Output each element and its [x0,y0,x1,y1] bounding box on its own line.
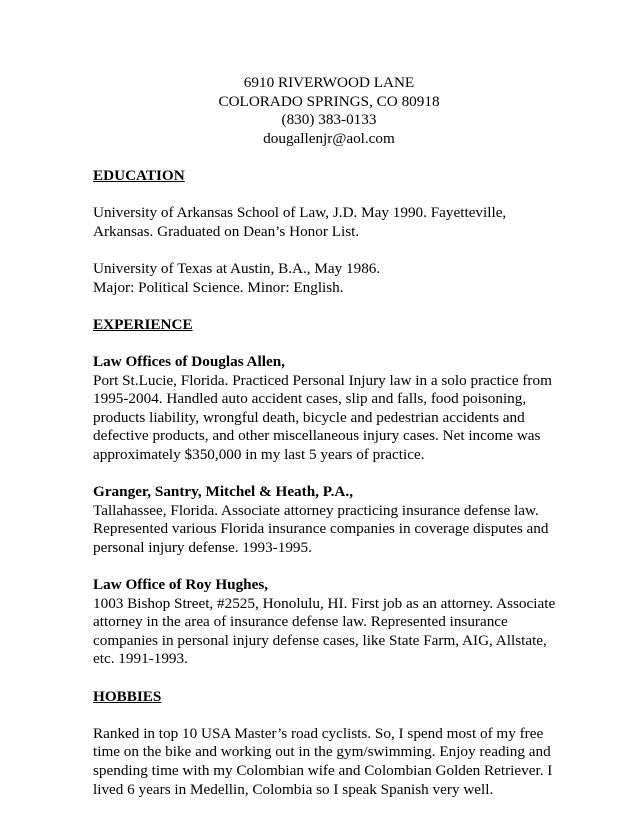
hobbies-paragraph [93,725,555,799]
experience-entry-roy-hughes [93,576,555,669]
experience-entry-line: companies in personal injury defense cases, like State Farm, AIG, Allstate, [93,631,547,649]
experience-entry-line: Port St.Lucie, Florida. Practiced Personal Injury law in a solo practice from [93,371,552,389]
experience-entry-line: approximately $350,000 in my last 5 years of practice. [93,445,425,463]
hobbies-line: Ranked in top 10 USA Master’s road cyclists. So, I spend most of my free [93,724,544,742]
phone-number: (830) 383-0133 [281,111,377,129]
education-entry-line: University of Arkansas School of Law, J.D. May 1990. Fayetteville, [93,204,507,222]
experience-entry-title: Granger, Santry, Mitchel & Heath, P.A., [93,483,353,501]
education-entry-undergrad [93,260,555,297]
experience-entry-line: etc. 1991-1993. [93,650,188,668]
experience-heading: EXPERIENCE [93,315,193,333]
education-entry-law-school [93,204,555,241]
education-entry-line: Major: Political Science. Minor: English. [93,278,344,296]
experience-entry-line: personal injury defense. 1993-1995. [93,538,312,556]
experience-entry-line: defective products, and other miscellaneous injury cases. Net income was [93,427,541,445]
experience-entry-title: Law Offices of Douglas Allen, [93,352,285,370]
hobbies-line: spending time with my Colombian wife and Colombian Golden Retriever. I [93,761,553,779]
education-entry-line: Arkansas. Graduated on Dean’s Honor List. [93,222,360,240]
email-address: dougallenjr@aol.com [263,129,395,147]
experience-entry-line: 1995-2004. Handled auto accident cases, slip and falls, food poisoning, [93,390,527,408]
experience-entry-line: products liability, wrongful death, bicycle and pedestrian accidents and [93,408,525,426]
experience-entry-douglas-allen [93,353,555,465]
hobbies-line: time on the bike and working out in the gym/swimming. Enjoy reading and [93,743,551,761]
education-heading: EDUCATION [93,166,185,184]
experience-entry-line: Represented various Florida insurance companies in coverage disputes and [93,520,549,538]
contact-block [149,74,509,148]
experience-entry-title: Law Office of Roy Hughes, [93,576,269,594]
experience-entry-line: attorney in the area of insurance defense law. Represented insurance [93,613,508,631]
experience-entry-granger [93,483,555,557]
hobbies-heading: HOBBIES [93,687,162,705]
address-line-1: 6910 RIVERWOOD LANE [243,74,415,91]
education-entry-line: University of Texas at Austin, B.A., May 1986. [93,259,381,277]
address-line-2: COLORADO SPRINGS, CO 80918 [218,92,440,110]
experience-entry-line: 1003 Bishop Street, #2525, Honolulu, HI. First job as an attorney. Associate [93,594,556,612]
hobbies-line: lived 6 years in Medellin, Colombia so I speak Spanish very well. [93,780,494,798]
experience-entry-line: Tallahassee, Florida. Associate attorney practicing insurance defense law. [93,501,539,519]
resume-page [93,74,555,799]
